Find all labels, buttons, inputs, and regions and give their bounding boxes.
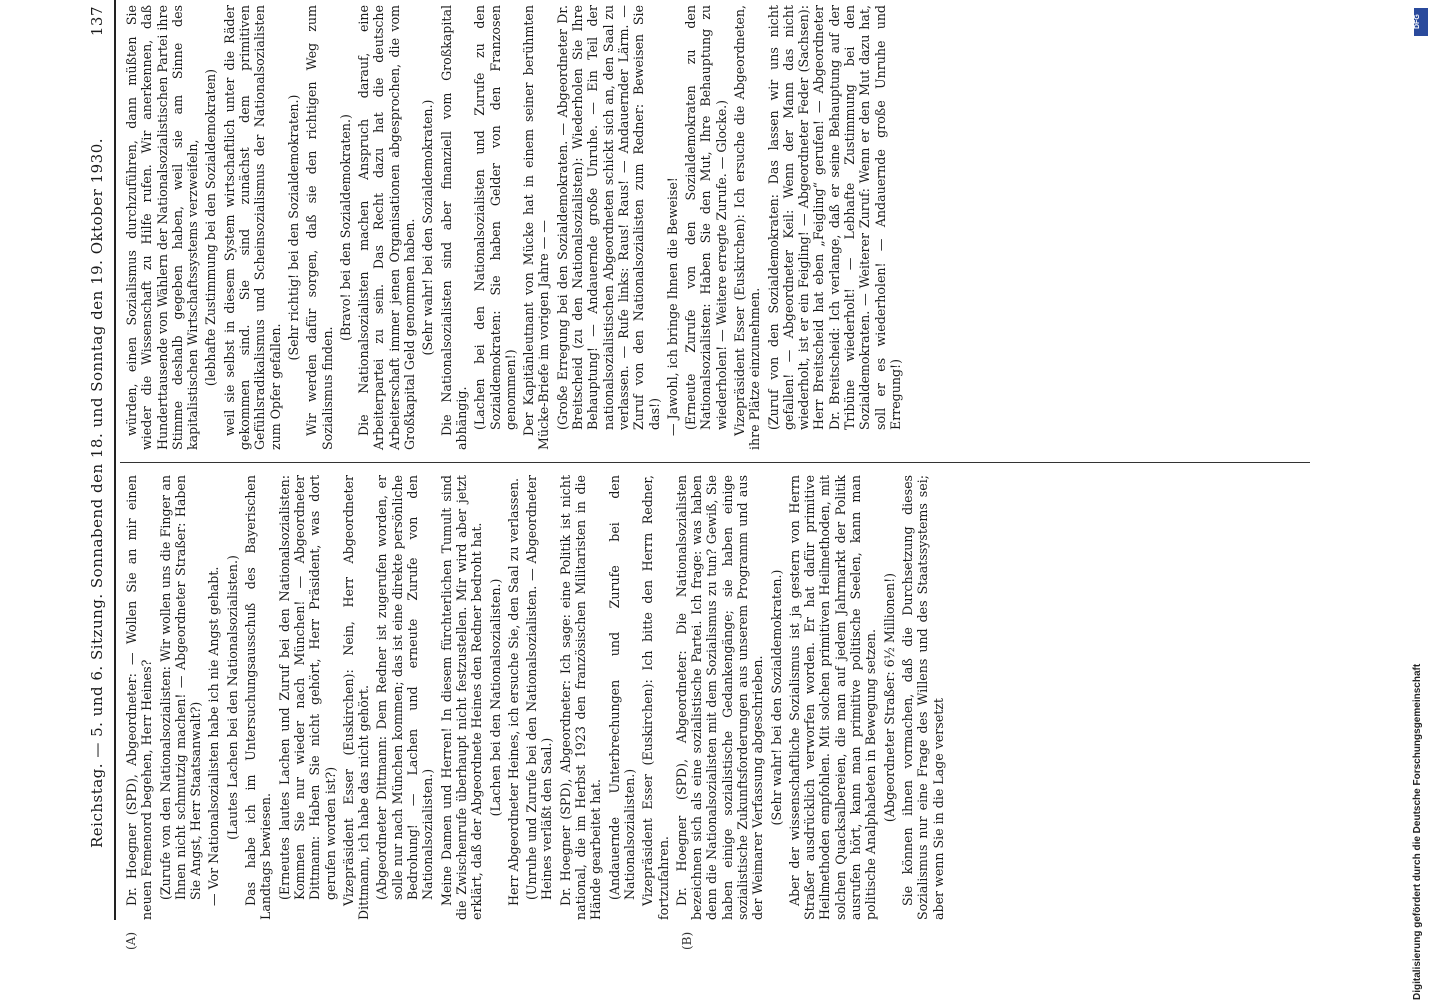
interjection: (Lachen bei den Nationalsozialisten und Zurufe zu den Sozialdemokraten: Sie haben Gelder von den Franzosen genommen!) (472, 5, 518, 430)
right-column (124, 5, 1310, 450)
interjection: (Zuruf von den Sozialdemokraten: Das lassen wir uns nicht gefallen! — Abgeordneter Keil: Wenn der Mann das nicht wiederholt, ist er ein Feigling! — Abgeordneter Feder (Sachsen): Herr Breitscheid hat eben „Feigling“ gerufen! — Abgeordneter Dr. Breitscheid: Ich verlange, daß er seine Behauptung auf der Tribüne wiederholt! — Lebhafte Zustimmung bei den Sozialdemokraten. — Weiterer Zuruf: Wenn er den Mut dazu hat, soll er es wiederholen! — Andauernde große Unruhe und Erregung!) (765, 5, 903, 430)
interjection: (Zurufe von den Nationalsozialisten: Wir wollen uns die Finger an Ihnen nicht schmutzig machen! — Abgeordneter Straßer: Haben Sie Angst, Herr Staatsanwalt?) (157, 475, 204, 900)
interjection: (Bravo! bei den Sozialdemokraten.) (337, 114, 353, 341)
speech-paragraph: Dr. Hoegner (SPD), Abgeordneter: Die Nationalsozialisten bezeichnen sich als eine sozialistische Partei. Ich frage: was haben denn die Nationalsozialisten mit dem Sozialismus zu tun? Gewiß, Sie haben einige sozialistische Gedankengänge; sie haben einige sozialistische Zukunftsforderungen aus unserem Programm und aus der Weimarer Verfassung abgeschrieben. (673, 475, 766, 920)
speech-paragraph: Die Nationalsozialisten machen Anspruch darauf, eine Arbeiterpartei zu sein. Das Recht dazu hat die deutsche Arbeiterschaft immer jenen Organisationen abgesprochen, die vom Großkapital Geld genommen haben. (356, 5, 418, 450)
speech-paragraph: Vizepräsident Esser (Euskirchen): Ich ersuche die Abgeordneten, ihre Plätze einzunehmen. (731, 5, 763, 450)
dfg-logo: DFG (1414, 8, 1428, 36)
margin-mark-a: (A) (124, 931, 138, 950)
speech-paragraph: Dr. Hoegner (SPD), Abgeordneter: — Wollen Sie an mir einen neuen Femenord begehen, Herr Heines? (124, 475, 155, 920)
speech-paragraph: Meine Damen und Herren! In diesem fürchterlichen Tumult sind die Zwischenrufe überhaupt nicht festzustellen. Mir wird aber jetzt erklärt, daß der Abgeordnete Heines den Redner bedroht hat. (438, 475, 485, 920)
interjection: (lebhafte Zustimmung bei den Sozialdemokraten) (203, 68, 219, 387)
speech-paragraph: Wir werden dafür sorgen, daß sie den richtigen Weg zum Sozialismus finden. (304, 5, 335, 450)
speech-paragraph: Herr Abgeordneter Heines, ich ersuche Sie, den Saal zu verlassen. (505, 477, 521, 906)
speech-paragraph: Aber der wissenschaftliche Sozialismus ist ja gestern von Herrn Straßer ausdrücklich verworfen worden. Er hat dafür primitive Heilmethoden empfohlen. Mit solchen primitiven Heilmethoden, mit solchen Quacksalbereien, die man auf jedem Jahrmarkt der Politik ausrufen hört, kann man primitive politische Seelen, kann man politische Analphabeten in Bewegung setzen. (786, 475, 879, 920)
speech-paragraph: Der Kapitänleutnant von Mücke hat in einem seiner berühmten Mücke-Briefe im vorigen Jahre — — (521, 5, 552, 450)
column-divider (120, 462, 1310, 463)
left-column (124, 475, 1310, 920)
margin-mark-b: (B) (680, 931, 694, 950)
speech-paragraph: Sie können ihnen vormachen, daß die Durchsetzung dieses Sozialismus nur eine Frage des Willens und des Staatssystems sei; aber wenn Sie in die Lage versetzt (899, 475, 946, 920)
speech-paragraph: Vizepräsident Esser (Euskirchen): Ich bitte den Herrn Redner, fortzufahren. (640, 475, 671, 920)
interjection: (Andauernde Unterbrechungen und Zurufe bei den Nationalsozialisten.) (606, 475, 637, 900)
interjection: (Abgeordneter Dittmann: Dem Redner ist zugerufen worden, er solle nur nach München kommen; das ist eine direkte persönliche Bedrohung! — Lachen und erneute Zurufe von den Nationalsozialisten.) (374, 475, 436, 900)
interjection: (Große Erregung bei den Sozialdemokraten. — Abgeordneter Dr. Breitscheid (zu den Nationalsozialisten): Wiederholen Sie Ihre Behauptung! — Andauernde große Unruhe. — Ein Teil der nationalsozialistischen Abgeordneten schickt sich an, den Saal zu verlassen. — Rufe links: Raus! Raus! — Andauernder Lärm. — Zuruf von den Nationalsozialisten zum Redner: Beweisen Sie das!) (554, 5, 662, 430)
speech-paragraph: weil sie selbst in diesem System wirtschaftlich unter die Räder gekommen sind. Sie sind zunächst dem primitiven Gefühlsradikalismus und Scheinsozialismus der Nationalsozialisten zum Opfer gefallen. (221, 5, 283, 450)
interjection: (Unruhe und Zurufe bei den Nationalsozialisten. — Abgeordneter Heines verläßt den Saal.) (524, 475, 555, 900)
rotated-page (80, 0, 1310, 950)
interjection: (Sehr richtig! bei den Sozialdemokraten.) (285, 94, 301, 361)
speech-paragraph: Dr. Hoegner (SPD), Abgeordneter: Ich sage: eine Politik ist nicht national, die im Herbst 1923 den französischen Militaristen in die Hände gearbeitet hat. (557, 475, 604, 920)
header-title: Reichstag. — 5. und 6. Sitzung. Sonnabend den 18. und Sonntag den 19. Oktober 1930. (88, 137, 106, 849)
interjection: (Abgeordneter Straßer: 6½ Millionen!) (881, 572, 897, 823)
speech-paragraph: Die Nationalsozialisten sind aber finanziell vom Großkapital abhängig. (438, 5, 469, 450)
page-header (80, 0, 116, 920)
speech-paragraph: — Vor Nationalsozialisten habe ich nie Angst gehabt. (206, 566, 222, 906)
interjection: (Erneutes lautes Lachen und Zuruf bei den Nationalsozialisten: Kommen Sie nur wieder nach München! — Abgeordneter Dittmann: Haben Sie nicht gehört, Herr Präsident, was dort gerufen worden ist?) (276, 475, 338, 900)
speech-paragraph: würden, einen Sozialismus durchzuführen, dann müßten Sie wieder die Wissenschaft zu Hilfe rufen. Wir anerkennen, daß Hunderttausende von Wählern der Nationalsozialistischen Partei ihre Stimme deshalb gegeben haben, weil sie am Sinne des kapitalistischen Wirtschaftssystems verzweifeln, (124, 5, 201, 450)
speech-paragraph: Vizepräsident Esser (Euskirchen): Nein, Herr Abgeordneter Dittmann, ich habe das nicht gehört. (340, 475, 372, 920)
interjection: (Sehr wahr! bei den Sozialdemokraten.) (420, 99, 436, 356)
interjection: (Erneute Zurufe von den Sozialdemokraten zu den Nationalsozialisten: Haben Sie den Mut, Ihre Behauptung zu wiederholen! — Weitere erregte Zurufe. — Glocke.) (683, 5, 729, 430)
interjection: (Lautes Lachen bei den Nationalsozialisten.) (224, 555, 240, 840)
side-credit (1412, 0, 1426, 1000)
speech-paragraph: Das habe ich im Untersuchungsausschuß des Bayerischen Landtags bewiesen. (243, 475, 274, 920)
page-number: 137 (88, 6, 106, 37)
interjection: (Sehr wahr! bei den Sozialdemokraten.) (768, 569, 784, 826)
interjection: (Lachen bei den Nationalsozialisten.) (487, 578, 503, 817)
speech-paragraph: — Jawohl, ich bringe Ihnen die Beweise! (664, 177, 680, 436)
funding-credit: Digitalisierung gefördert durch die Deutsche Forschungsgemeinschaft (1412, 663, 1423, 1000)
